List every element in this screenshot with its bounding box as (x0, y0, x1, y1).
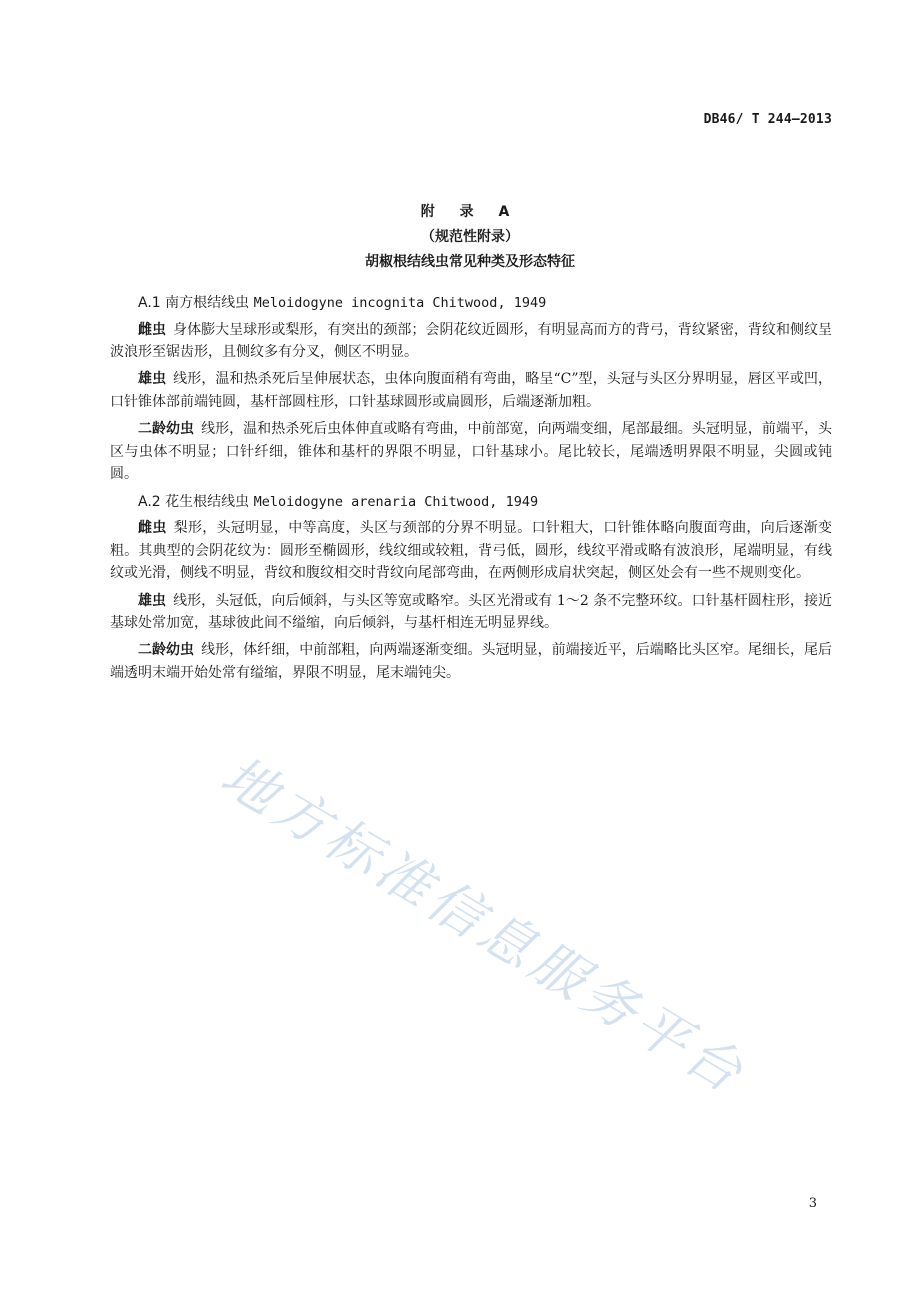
paragraph-male-a2 (110, 590, 832, 635)
section-name-sci: Meloidogyne arenaria Chitwood, 1949 (253, 493, 539, 510)
paragraph-j2-a1 (110, 418, 832, 486)
paragraph-female-a1 (110, 319, 832, 364)
term-label: 雄虫 (138, 592, 167, 609)
paragraph-j2-a2 (110, 639, 832, 684)
appendix-label: 附 录 A (420, 204, 520, 220)
term-label: 二龄幼虫 (138, 642, 195, 659)
watermark-text: 地方标准信息服务平台 (210, 743, 758, 1107)
section-number: A.1 (138, 295, 161, 311)
paragraph-text: 线形，头冠低，向后倾斜，与头区等宽或略窄。头区光滑或有 1～2 条不完整环纹。口针基杆圆柱形，接近基球处常加宽，基球彼此间不缢缩，向后倾斜，与基杆相连无明显界线。 (110, 592, 832, 632)
appendix-nature: （规范性附录） (421, 229, 519, 245)
term-label: 雄虫 (138, 371, 167, 388)
paragraph-text: 线形，温和热杀死后虫体伸直或略有弯曲，中前部宽，向两端变细，尾部最细。头冠明显，前端平，头区与虫体不明显；口针纤细，锥体和基杆的界限不明显，口针基球小。尾比较长，尾端透明界限不明显，尖圆或钝圆。 (110, 421, 833, 483)
paragraph-text: 梨形，头冠明显，中等高度，头区与颈部的分界不明显。口针粗大，口针锥体略向腹面弯曲，向后逐渐变粗。其典型的会阴花纹为：圆形至椭圆形，线纹细或较粗，背弓低，圆形，线纹平滑或略有波浪形，尾端明显，有线纹或光滑，侧线不明显，背纹和腹纹相交时背纹向尾部弯曲，在两侧形成肩状突起，侧区处会有一些不规则变化。 (110, 520, 832, 582)
page-number: 3 (808, 1196, 817, 1211)
paragraph-female-a2 (110, 517, 832, 585)
section-heading-a2 (110, 491, 832, 514)
term-label: 二龄幼虫 (138, 421, 195, 438)
section-number: A.2 (138, 493, 161, 510)
term-label: 雌虫 (138, 321, 167, 338)
section-name-sci: Meloidogyne incognita Chitwood, 1949 (253, 295, 547, 311)
paragraph-text: 线形，温和热杀死后呈伸展状态，虫体向腹面稍有弯曲，略呈“C”型，头冠与头区分界明显，唇区平或凹，口针锥体部前端钝圆，基杆部圆柱形，口针基球圆形或扁圆形，后端逐渐加粗。 (110, 371, 832, 410)
paragraph-text: 身体膨大呈球形或梨形，有突出的颈部；会阴花纹近圆形，有明显高而方的背弓，背纹紧密，背纹和侧纹呈波浪形至锯齿形，且侧纹多有分叉，侧区不明显。 (110, 321, 833, 361)
paragraph-text: 线形，体纤细，中前部粗，向两端逐渐变细。头冠明显，前端接近平，后端略比头区窄。尾细长，尾后端透明末端开始处常有缢缩，界限不明显，尾末端钝尖。 (110, 642, 833, 681)
appendix-title: 胡椒根结线虫常见种类及形态特征 (365, 254, 575, 270)
standard-code: DB46/ T 244—2013 (703, 112, 832, 127)
term-label: 雌虫 (138, 520, 167, 537)
section-heading-a1 (110, 292, 832, 315)
paragraph-male-a1 (110, 368, 832, 413)
document-body (110, 292, 832, 689)
section-name-cn: 花生根结线虫 (165, 493, 250, 510)
appendix-heading (0, 200, 920, 275)
section-name-cn: 南方根结线虫 (165, 295, 250, 311)
